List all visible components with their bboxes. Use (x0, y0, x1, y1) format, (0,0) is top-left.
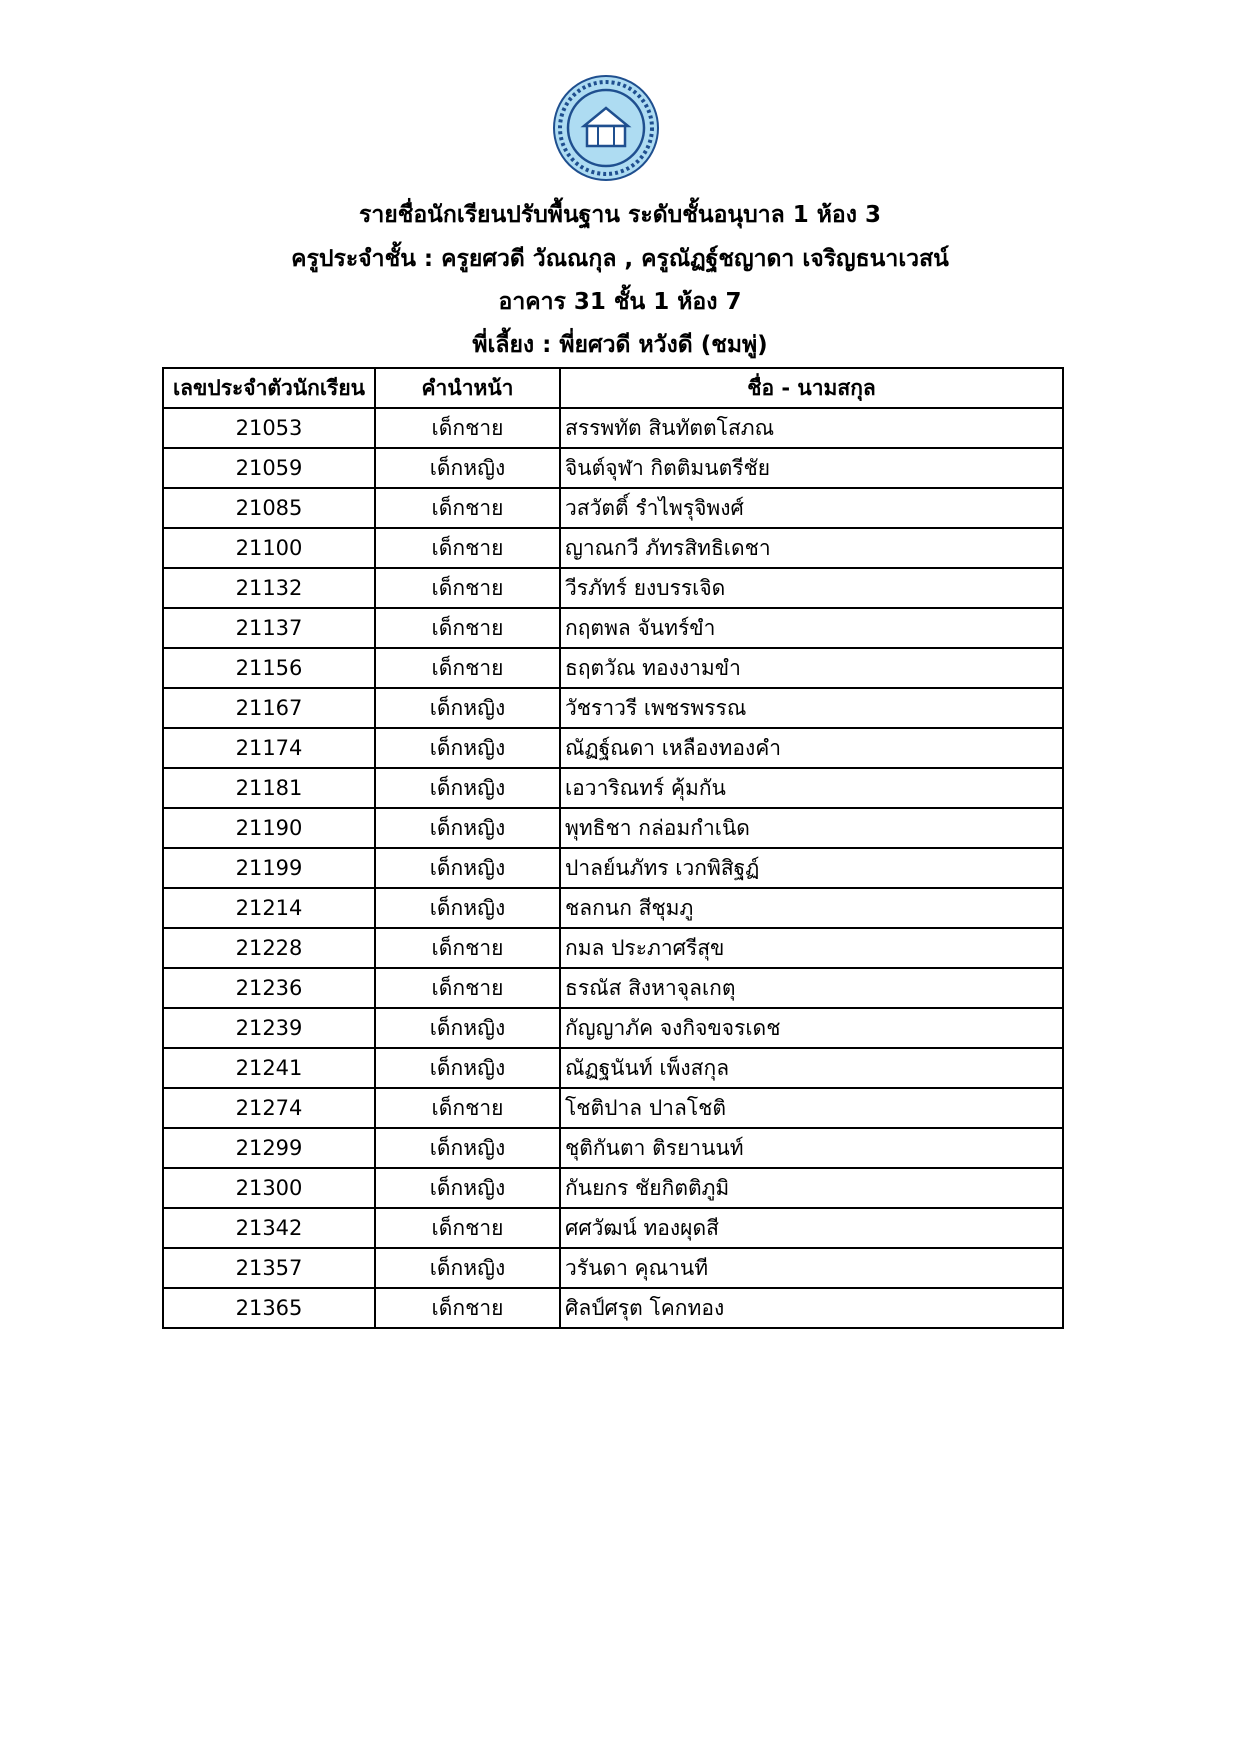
table-row (163, 568, 1063, 608)
student-id-cell: 21214 (163, 888, 375, 928)
student-id-cell: 21053 (163, 408, 375, 448)
prefix-cell: เด็กหญิง (375, 728, 560, 768)
prefix-cell: เด็กชาย (375, 928, 560, 968)
student-id-cell: 21100 (163, 528, 375, 568)
student-id-cell: 21365 (163, 1288, 375, 1328)
prefix-cell: เด็กชาย (375, 1288, 560, 1328)
prefix-cell: เด็กชาย (375, 1088, 560, 1128)
prefix-cell: เด็กหญิง (375, 808, 560, 848)
full-name-cell: วสวัตติ์ รำไพรุจิพงศ์ (560, 488, 1063, 528)
student-id-cell: 21357 (163, 1248, 375, 1288)
column-header-full-name: ชื่อ - นามสกุล (560, 368, 1063, 408)
column-header-prefix: คำนำหน้า (375, 368, 560, 408)
prefix-cell: เด็กหญิง (375, 1008, 560, 1048)
table-row (163, 888, 1063, 928)
student-id-cell: 21300 (163, 1168, 375, 1208)
prefix-cell: เด็กหญิง (375, 888, 560, 928)
table-row (163, 1208, 1063, 1248)
student-id-cell: 21241 (163, 1048, 375, 1088)
student-id-cell: 21132 (163, 568, 375, 608)
prefix-cell: เด็กชาย (375, 408, 560, 448)
table-row (163, 1288, 1063, 1328)
page-title: รายชื่อนักเรียนปรับพื้นฐาน ระดับชั้นอนุบาล 1 ห้อง 3 (359, 202, 881, 228)
table-row (163, 1008, 1063, 1048)
table-row (163, 1088, 1063, 1128)
table-row (163, 448, 1063, 488)
student-id-cell: 21085 (163, 488, 375, 528)
full-name-cell: ชลกนก สีชุมภู (560, 888, 1063, 928)
student-id-cell: 21137 (163, 608, 375, 648)
full-name-cell: ธฤตวัณ ทองงามขำ (560, 648, 1063, 688)
table-row (163, 848, 1063, 888)
prefix-cell: เด็กหญิง (375, 1128, 560, 1168)
prefix-cell: เด็กหญิง (375, 1248, 560, 1288)
student-id-cell: 21199 (163, 848, 375, 888)
prefix-cell: เด็กชาย (375, 1208, 560, 1248)
student-id-cell: 21059 (163, 448, 375, 488)
table-header-row (163, 368, 1063, 408)
table-row (163, 608, 1063, 648)
full-name-cell: ชุติกันตา ติรยานนท์ (560, 1128, 1063, 1168)
full-name-cell: ศศวัฒน์ ทองผุดสี (560, 1208, 1063, 1248)
student-id-cell: 21174 (163, 728, 375, 768)
student-id-cell: 21181 (163, 768, 375, 808)
table-row (163, 408, 1063, 448)
table-row (163, 1128, 1063, 1168)
table-row (163, 488, 1063, 528)
caretaker: พี่เลี้ยง : พี่ยศวดี หวังดี (ชมพู่) (472, 332, 768, 358)
full-name-cell: ญาณกวี ภัทรสิทธิเดชา (560, 528, 1063, 568)
prefix-cell: เด็กชาย (375, 568, 560, 608)
student-id-cell: 21236 (163, 968, 375, 1008)
student-id-cell: 21274 (163, 1088, 375, 1128)
full-name-cell: วัชราวรี เพชรพรรณ (560, 688, 1063, 728)
student-roster-table (162, 367, 1064, 1329)
table-row (163, 968, 1063, 1008)
full-name-cell: วรันดา คุณานที (560, 1248, 1063, 1288)
table-row (163, 1168, 1063, 1208)
full-name-cell: วีรภัทร์ ยงบรรเจิด (560, 568, 1063, 608)
student-id-cell: 21342 (163, 1208, 375, 1248)
table-row (163, 928, 1063, 968)
prefix-cell: เด็กชาย (375, 648, 560, 688)
prefix-cell: เด็กชาย (375, 968, 560, 1008)
student-id-cell: 21239 (163, 1008, 375, 1048)
table-row (163, 1248, 1063, 1288)
full-name-cell: ธรณัส สิงหาจุลเกตุ (560, 968, 1063, 1008)
column-header-student-id: เลขประจำตัวนักเรียน (163, 368, 375, 408)
prefix-cell: เด็กชาย (375, 608, 560, 648)
table-row (163, 808, 1063, 848)
table-row (163, 768, 1063, 808)
prefix-cell: เด็กชาย (375, 528, 560, 568)
full-name-cell: จินต์จุฬา กิตติมนตรีชัย (560, 448, 1063, 488)
student-id-cell: 21299 (163, 1128, 375, 1168)
full-name-cell: ปาลย์นภัทร เวกพิสิฐฏ์ (560, 848, 1063, 888)
full-name-cell: สรรพทัต สินทัตตโสภณ (560, 408, 1063, 448)
student-id-cell: 21190 (163, 808, 375, 848)
full-name-cell: โชติปาล ปาลโชติ (560, 1088, 1063, 1128)
full-name-cell: กัญญาภัค จงกิจขจรเดช (560, 1008, 1063, 1048)
student-id-cell: 21228 (163, 928, 375, 968)
student-id-cell: 21167 (163, 688, 375, 728)
table-row (163, 688, 1063, 728)
table-row (163, 648, 1063, 688)
full-name-cell: ณัฏฐ์ณดา เหลืองทองคำ (560, 728, 1063, 768)
student-id-cell: 21156 (163, 648, 375, 688)
table-row (163, 528, 1063, 568)
school-logo (552, 74, 660, 182)
full-name-cell: ณัฏฐนันท์ เพ็งสกุล (560, 1048, 1063, 1088)
full-name-cell: กมล ประภาศรีสุข (560, 928, 1063, 968)
prefix-cell: เด็กหญิง (375, 448, 560, 488)
full-name-cell: ศิลป์ศรุต โคกทอง (560, 1288, 1063, 1328)
prefix-cell: เด็กหญิง (375, 848, 560, 888)
full-name-cell: กันยกร ชัยกิตติภูมิ (560, 1168, 1063, 1208)
table-row (163, 1048, 1063, 1088)
full-name-cell: กฤตพล จันทร์ขำ (560, 608, 1063, 648)
full-name-cell: เอวาริณทร์ คุ้มกัน (560, 768, 1063, 808)
prefix-cell: เด็กหญิง (375, 688, 560, 728)
table-row (163, 728, 1063, 768)
homeroom-teachers: ครูประจำชั้น : ครูยศวดี วัณณกุล , ครูณัฏฐ์ชญาดา เจริญธนาเวสน์ (291, 246, 949, 272)
prefix-cell: เด็กหญิง (375, 768, 560, 808)
full-name-cell: พุทธิชา กล่อมกำเนิด (560, 808, 1063, 848)
classroom-location: อาคาร 31 ชั้น 1 ห้อง 7 (498, 289, 742, 315)
prefix-cell: เด็กหญิง (375, 1048, 560, 1088)
prefix-cell: เด็กหญิง (375, 1168, 560, 1208)
prefix-cell: เด็กชาย (375, 488, 560, 528)
